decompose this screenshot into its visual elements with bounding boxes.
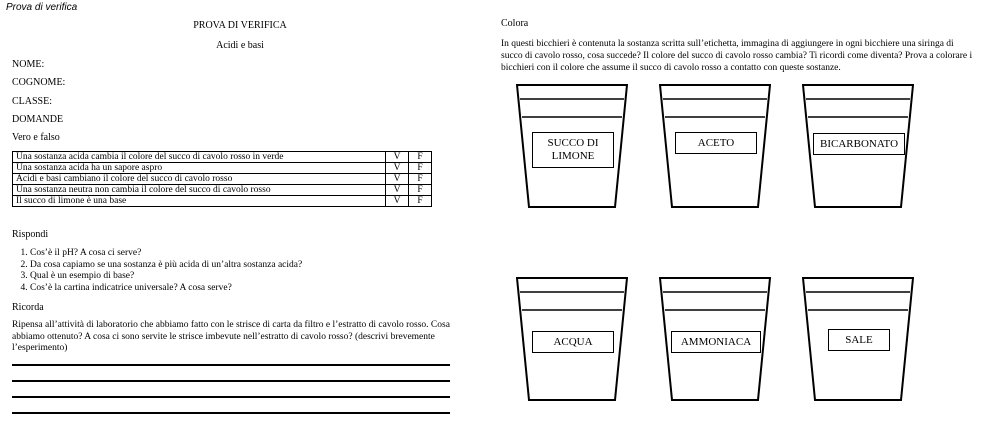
- page-subtitle: Acidi e basi: [216, 40, 264, 51]
- cup-lemon-juice[interactable]: [516, 83, 628, 208]
- answer-line[interactable]: [12, 364, 450, 366]
- table-row: [13, 152, 432, 163]
- true-option[interactable]: V: [386, 196, 409, 207]
- table-row: [13, 196, 432, 207]
- class-field-label: CLASSE:: [12, 96, 53, 107]
- table-row: [13, 185, 432, 196]
- list-item: 2. Da cosa capiamo se una sostanza è più acida di un’altra sostanza acida?: [30, 260, 302, 272]
- name-field-label: NOME:: [12, 59, 45, 70]
- true-option[interactable]: V: [386, 152, 409, 163]
- cup-water[interactable]: [516, 276, 628, 401]
- page-title: PROVA DI VERIFICA: [193, 20, 287, 31]
- color-heading: Colora: [501, 18, 529, 29]
- cup-ammonia[interactable]: [659, 276, 771, 401]
- false-option[interactable]: F: [409, 174, 432, 185]
- statement: Acidi e basi cambiano il colore del succo di cavolo rosso: [13, 174, 386, 185]
- false-option[interactable]: F: [409, 163, 432, 174]
- cup-label: AMMONIACA: [671, 331, 761, 353]
- true-option[interactable]: V: [386, 185, 409, 196]
- statement: Il succo di limone è una base: [13, 196, 386, 207]
- remember-heading: Ricorda: [12, 302, 44, 313]
- instructions-text: In questi bicchieri è contenuta la sostanza scritta sull’etichetta, immagina di aggiungere in ogni bicchiere una siringa di succo di cavolo rosso, cosa succede? Il colore del succo di cavolo rosso cambia? Ti ricordi come diventa? Prova a colorare i bicchieri con il colore che assume il succo di cavolo rosso a contatto con queste sostanze.: [501, 39, 973, 73]
- statement: Una sostanza acida ha un sapore aspro: [13, 163, 386, 174]
- remember-text: Ripensa all’attività di laboratorio che abbiamo fatto con le strisce di carta da filtro e l’estratto di cavolo rosso. Cosa abbiamo ottenuto? A cosa ci sono servite le strisce imbevute nell’estratto di cavolo rosso? (descrivi brevemente l’esperimento): [12, 320, 450, 353]
- answer-line[interactable]: [12, 412, 450, 414]
- questions-heading: DOMANDE: [12, 114, 64, 125]
- answer-line[interactable]: [12, 380, 450, 382]
- cup-salt[interactable]: [802, 276, 914, 401]
- true-option[interactable]: V: [386, 163, 409, 174]
- cup-label: BICARBONATO: [813, 133, 905, 155]
- list-item: 3. Qual è un esempio di base?: [30, 271, 302, 283]
- true-false-heading: Vero e falso: [12, 132, 60, 143]
- false-option[interactable]: F: [409, 152, 432, 163]
- cup-label: SUCCO DI LIMONE: [532, 132, 614, 168]
- true-false-table: [12, 151, 432, 207]
- answer-heading: Rispondi: [12, 229, 49, 240]
- document-tag: Prova di verifica: [6, 2, 78, 13]
- true-option[interactable]: V: [386, 174, 409, 185]
- list-item: 4. Cos’è la cartina indicatrice universale? A cosa serve?: [30, 283, 302, 295]
- answer-line[interactable]: [12, 396, 450, 398]
- table-row: [13, 174, 432, 185]
- cup-bicarbonate[interactable]: [802, 83, 914, 208]
- cup-label: SALE: [828, 329, 890, 351]
- table-row: [13, 163, 432, 174]
- list-item: 1. Cos’è il pH? A cosa ci serve?: [30, 248, 302, 260]
- statement: Una sostanza neutra non cambia il colore del succo di cavolo rosso: [13, 185, 386, 196]
- cup-label: ACETO: [675, 132, 757, 154]
- cup-label: ACQUA: [532, 331, 614, 353]
- statement: Una sostanza acida cambia il colore del succo di cavolo rosso in verde: [13, 152, 386, 163]
- question-list: [0, 248, 302, 294]
- false-option[interactable]: F: [409, 185, 432, 196]
- surname-field-label: COGNOME:: [12, 77, 66, 88]
- cup-vinegar[interactable]: [659, 83, 771, 208]
- false-option[interactable]: F: [409, 196, 432, 207]
